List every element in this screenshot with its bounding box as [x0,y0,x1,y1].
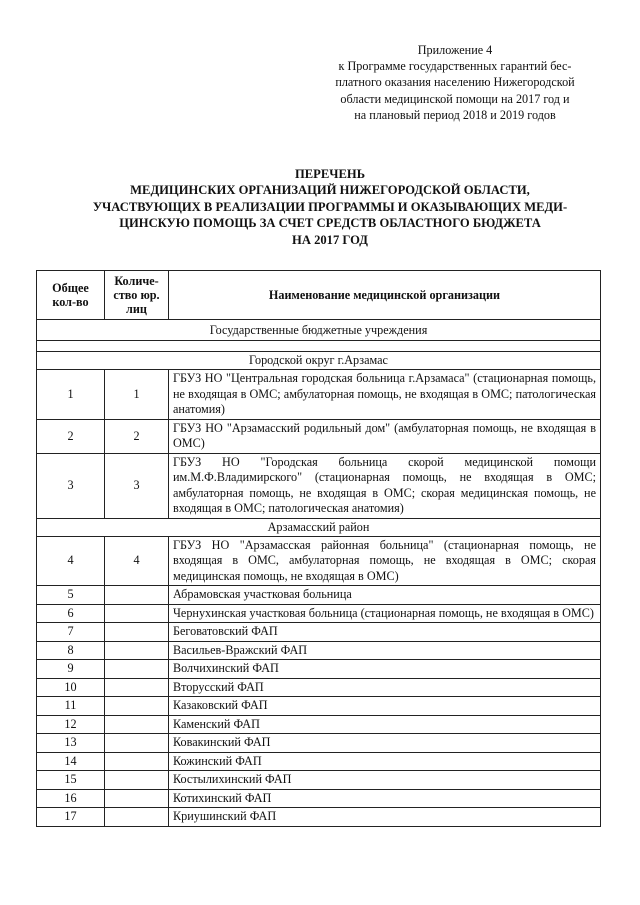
row-total-count: 6 [37,604,105,623]
row-total-count: 10 [37,678,105,697]
row-legal-count [105,808,169,827]
table-row [37,419,601,453]
row-legal-count [105,771,169,790]
table-row [37,604,601,623]
row-org-name: Костылихинский ФАП [169,771,601,790]
row-total-count: 17 [37,808,105,827]
group-row [37,352,601,370]
row-total-count: 4 [37,536,105,586]
table-row [37,678,601,697]
appendix-line: на плановый период 2018 и 2019 годов [354,107,556,122]
row-org-name: Вторусский ФАП [169,678,601,697]
title-line: ПЕРЕЧЕНЬ [294,167,366,181]
section-state-budget: Государственные бюджетные учреждения [37,320,601,341]
row-legal-count: 1 [105,370,169,420]
row-total-count: 8 [37,641,105,660]
row-legal-count: 4 [105,536,169,586]
row-org-name: Казаковский ФАП [169,697,601,716]
table-row [37,771,601,790]
spacer-cell [37,341,601,352]
table-row [37,370,601,420]
appendix-line: области медицинской помощи на 2017 год и [340,91,570,106]
appendix-header [306,42,604,123]
table-row [37,752,601,771]
row-total-count: 1 [37,370,105,420]
group-row [37,518,601,536]
table-row [37,697,601,716]
spacer-row [37,341,601,352]
row-total-count: 12 [37,715,105,734]
row-org-name: ГБУЗ НО "Арзамасская районная больница" (стационарная помощь, не входящая в ОМС, амбулаторная помощь, не входящая в ОМС; скорая медицинская помощь, не входящая в ОМС) [169,536,601,586]
document-title [30,166,630,248]
row-org-name: Абрамовская участковая больница [169,586,601,605]
appendix-line: Приложение 4 [417,43,493,57]
table-row [37,734,601,753]
header-total-count: Общее кол-во [37,271,105,320]
row-total-count: 15 [37,771,105,790]
row-total-count: 5 [37,586,105,605]
appendix-line: платного оказания населению Нижегородской [335,75,575,90]
row-legal-count [105,604,169,623]
row-org-name: Чернухинская участковая больница (стационарная помощь, не входящая в ОМС) [169,604,601,623]
row-org-name: Кожинский ФАП [169,752,601,771]
table-row [37,715,601,734]
row-org-name: ГБУЗ НО "Центральная городская больница г.Арзамаса" (стационарная помощь, не входящая в ОМС; амбулаторная помощь, не входящая в ОМС; патологическая анатомия) [169,370,601,420]
appendix-line: к Программе государственных гарантий бес- [338,59,572,74]
row-legal-count [105,697,169,716]
table-row [37,808,601,827]
group-arzamas-city: Городской округ г.Арзамас [37,352,601,370]
row-org-name: Волчихинский ФАП [169,660,601,679]
row-total-count: 13 [37,734,105,753]
row-legal-count [105,734,169,753]
header-org-name: Наименование медицинской организации [169,271,601,320]
row-legal-count [105,715,169,734]
title-line: ЦИНСКУЮ ПОМОЩЬ ЗА СЧЕТ СРЕДСТВ ОБЛАСТНОГО БЮДЖЕТА [119,216,541,231]
row-org-name: Васильев-Вражский ФАП [169,641,601,660]
row-org-name: ГБУЗ НО "Арзамасский родильный дом" (амбулаторная помощь, не входящая в ОМС) [169,419,601,453]
table-row [37,789,601,808]
row-total-count: 7 [37,623,105,642]
row-legal-count [105,789,169,808]
title-line: НА 2017 ГОД [292,232,368,247]
row-total-count: 3 [37,453,105,518]
row-legal-count [105,623,169,642]
row-legal-count [105,586,169,605]
table-row [37,586,601,605]
row-total-count: 9 [37,660,105,679]
organizations-table [36,270,601,827]
row-total-count: 16 [37,789,105,808]
row-org-name: Беговатовский ФАП [169,623,601,642]
row-org-name: Ковакинский ФАП [169,734,601,753]
row-legal-count [105,641,169,660]
row-total-count: 14 [37,752,105,771]
row-total-count: 2 [37,419,105,453]
table-row [37,641,601,660]
row-legal-count [105,752,169,771]
row-org-name: ГБУЗ НО "Городская больница скорой медицинской помощи им.М.Ф.Владимирского" (стационарная помощь, не входящая в ОМС; амбулаторная помощь, не входящая в ОМС; скорая медицинская помощь, не входящая в ОМС; патологическая анатомия) [169,453,601,518]
row-legal-count: 2 [105,419,169,453]
row-legal-count [105,660,169,679]
table-header-row [37,271,601,320]
table-row [37,623,601,642]
row-legal-count: 3 [105,453,169,518]
row-org-name: Каменский ФАП [169,715,601,734]
group-arzamas-district: Арзамасский район [37,518,601,536]
title-line: УЧАСТВУЮЩИХ В РЕАЛИЗАЦИИ ПРОГРАММЫ И ОКАЗЫВАЮЩИХ МЕДИ- [92,199,568,214]
row-org-name: Котихинский ФАП [169,789,601,808]
title-line: МЕДИЦИНСКИХ ОРГАНИЗАЦИЙ НИЖЕГОРОДСКОЙ ОБЛАСТИ, [130,183,530,198]
row-legal-count [105,678,169,697]
table-row [37,536,601,586]
header-legal-count: Количе-ство юр. лиц [105,271,169,320]
table-row [37,453,601,518]
row-total-count: 11 [37,697,105,716]
row-org-name: Криушинский ФАП [169,808,601,827]
table-row [37,660,601,679]
section-row [37,320,601,341]
